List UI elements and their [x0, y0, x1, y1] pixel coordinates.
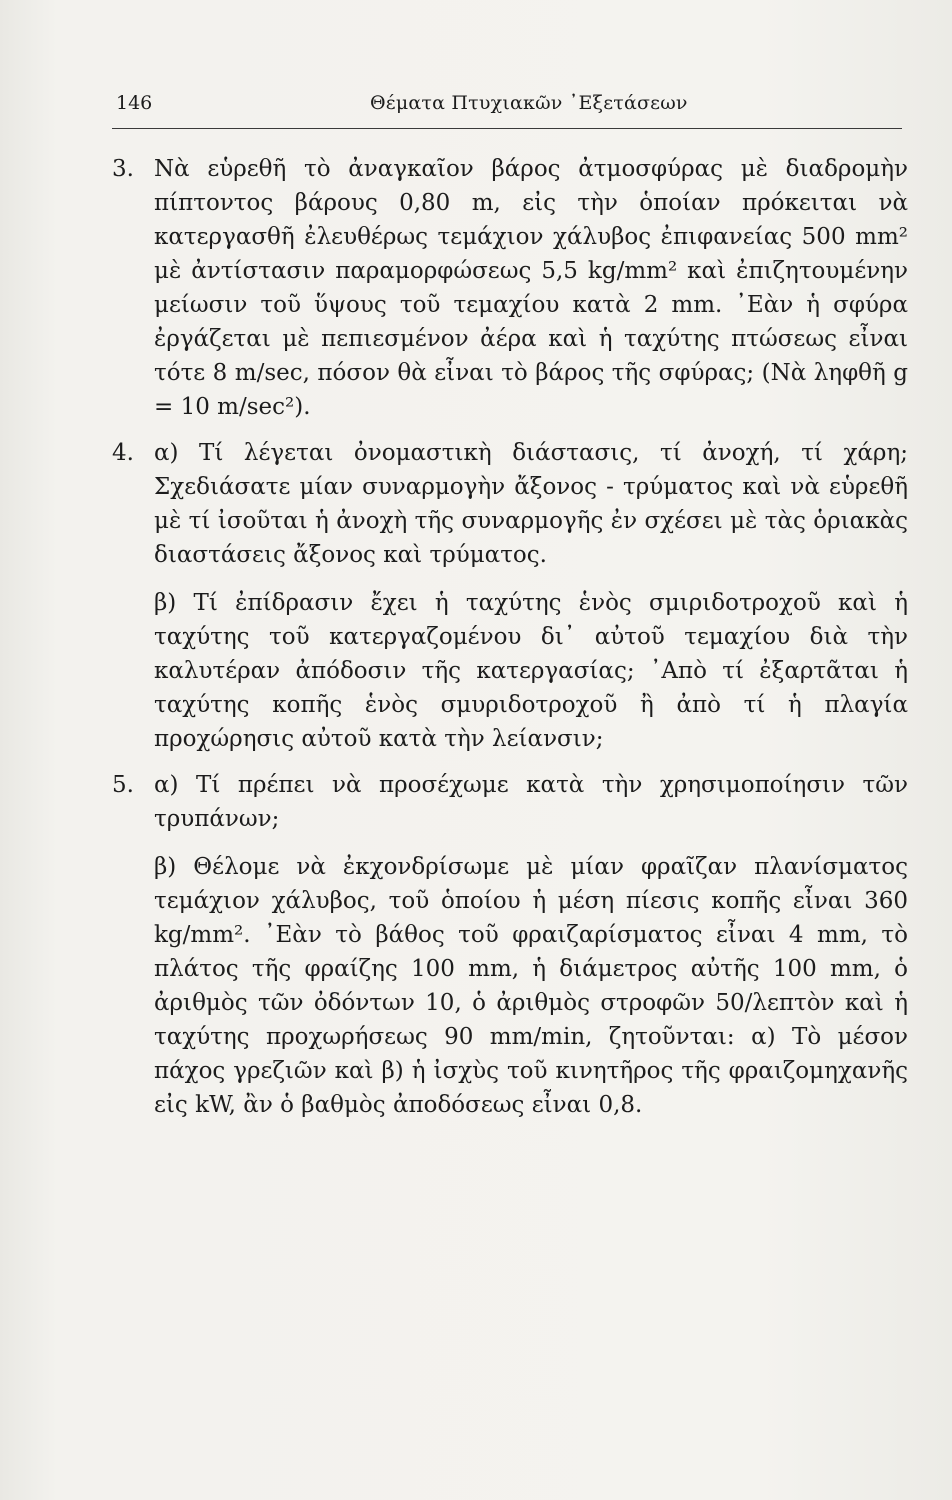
header-rule	[112, 128, 902, 129]
running-title: Θέματα Πτυχιακῶν ᾿Εξετάσεων	[370, 92, 688, 114]
problem-part-a: α) Τί πρέπει νὰ προσέχωμε κατὰ τὴν χρησιμοποίησιν τῶν τρυπάνων;	[154, 772, 908, 832]
problem-4	[112, 436, 908, 756]
problem-number: 5.	[112, 772, 134, 798]
problem-part-b: β) Τί ἐπίδρασιν ἔχει ἡ ταχύτης ἑνὸς σμιριδοτροχοῦ καὶ ἡ ταχύτης τοῦ κατεργαζομένου δι᾿ αὐτοῦ τεμαχίου διὰ τὴν καλυτέραν ἀπόδοσιν τῆς κατεργασίας; ᾿Απὸ τί ἐξαρτᾶται ἡ ταχύτης κοπῆς ἑνὸς σμυριδοτροχοῦ ἢ ἀπὸ τί ἡ πλαγία προχώρησις αὐτοῦ κατὰ τὴν λείανσιν;	[154, 590, 908, 752]
page-number: 146	[116, 92, 153, 114]
problem-3	[112, 152, 908, 424]
problem-text: Νὰ εὑρεθῆ τὸ ἀναγκαῖον βάρος ἀτμοσφύρας μὲ διαδρομὴν πίπτοντος βάρους 0,80 m, εἰς τὴν ὁποίαν πρόκειται νὰ κατεργασθῆ ἐλευθέρως τεμάχιον χάλυβος ἐπιφανείας 500 mm² μὲ ἀντίστασιν παραμορφώσεως 5,5 kg/mm² καὶ ἐπιζητουμένην μείωσιν τοῦ ὕψους τοῦ τεμαχίου κατὰ 2 mm. ᾿Εὰν ἡ σφύρα ἐργάζεται μὲ πεπιεσμένον ἀέρα καὶ ἡ ταχύτης πτώσεως εἶναι τότε 8 m/sec, πόσον θὰ εἶναι τὸ βάρος τῆς σφύρας; (Νὰ ληφθῆ g = 10 m/sec²).	[154, 156, 908, 420]
page-body	[112, 152, 908, 1134]
problem-number: 4.	[112, 440, 134, 466]
problem-part-b: β) Θέλομε νὰ ἐκχονδρίσωμε μὲ μίαν φραῖζαν πλανίσματος τεμάχιον χάλυβος, τοῦ ὁποίου ἡ μέση πίεσις κοπῆς εἶναι 360 kg/mm². ᾿Εὰν τὸ βάθος τοῦ φραιζαρίσματος εἶναι 4 mm, τὸ πλάτος τῆς φραίζης 100 mm, ἡ διάμετρος αὐτῆς 100 mm, ὁ ἀριθμὸς τῶν ὀδόντων 10, ὁ ἀριθμὸς στροφῶν 50/λεπτὸν καὶ ἡ ταχύτης προχωρήσεως 90 mm/min, ζητοῦνται: α) Τὸ μέσον πάχος γρεζιῶν καὶ β) ἡ ἰσχὺς τοῦ κινητῆρος τῆς φραιζομηχανῆς εἰς kW, ἂν ὁ βαθμὸς ἀποδόσεως εἶναι 0,8.	[154, 854, 908, 1118]
problem-5	[112, 768, 908, 1122]
page-header	[112, 92, 902, 122]
problem-part-a: α) Τί λέγεται ὀνομαστικὴ διάστασις, τί ἀνοχή, τί χάρη; Σχεδιάσατε μίαν συναρμογὴν ἄξονος - τρύματος καὶ νὰ εὑρεθῆ μὲ τί ἰσοῦται ἡ ἀνοχὴ τῆς συναρμογῆς ἐν σχέσει μὲ τὰς ὁριακὰς διαστάσεις ἄξονος καὶ τρύματος.	[154, 440, 908, 568]
problem-number: 3.	[112, 156, 134, 182]
